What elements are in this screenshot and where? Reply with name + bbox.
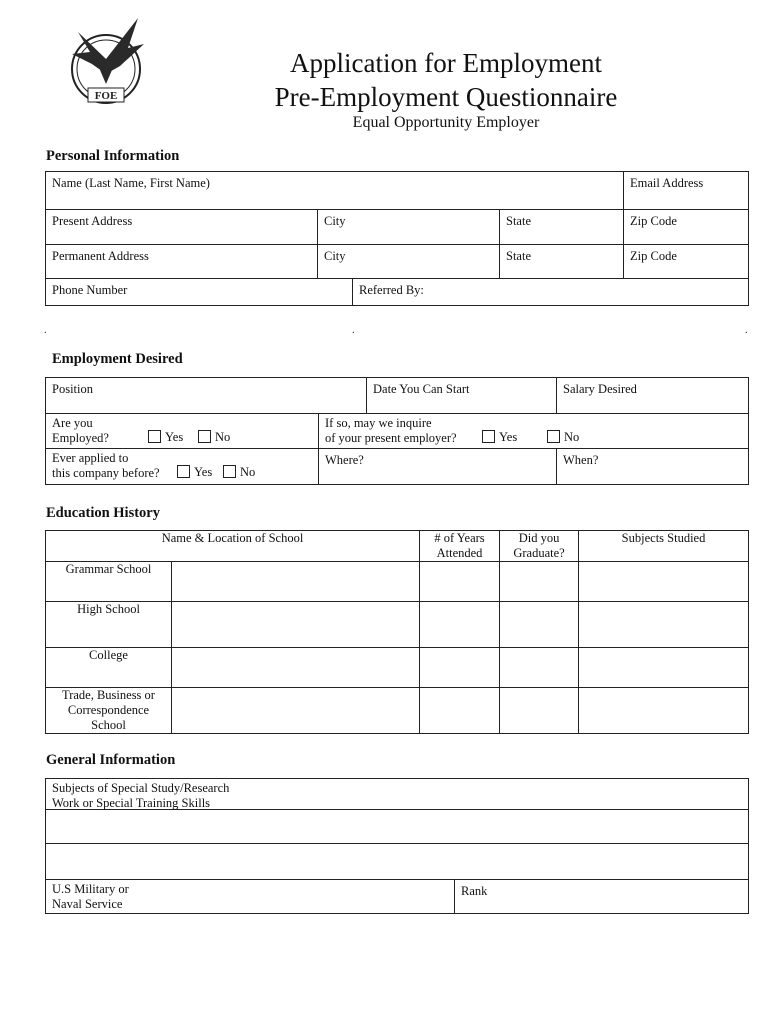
row-label-grammar: Grammar School [46, 562, 172, 602]
table-row [46, 602, 749, 648]
referred-field[interactable] [353, 279, 749, 306]
col-header-graduate: Did you Graduate? [500, 531, 579, 562]
high-school-subjects-field[interactable] [579, 602, 749, 648]
present-city-field[interactable] [318, 210, 500, 245]
special-study-field[interactable] [46, 779, 749, 810]
present-address-label: Present Address [52, 214, 133, 228]
special-study-label: Subjects of Special Study/Research Work or Special Training Skills [52, 781, 230, 810]
general-info-table [45, 778, 749, 914]
present-city-label: City [324, 214, 346, 228]
employed-no-checkbox[interactable] [198, 430, 211, 443]
subtitle: Equal Opportunity Employer [352, 114, 540, 131]
position-field[interactable] [46, 378, 367, 414]
title-line2: Pre-Employment Questionnaire [274, 82, 618, 112]
title-line1: Application for Employment [290, 48, 602, 78]
employed-yes-checkbox[interactable] [148, 430, 161, 443]
grammar-graduate-field[interactable] [500, 562, 579, 602]
inquire-label: If so, may we inquire of your present employer? [325, 416, 457, 445]
phone-label: Phone Number [52, 283, 128, 297]
permanent-zip-label: Zip Code [630, 249, 677, 263]
row-label-college: College [46, 648, 172, 688]
rank-label: Rank [461, 884, 488, 898]
separator-dot: . [352, 325, 355, 336]
position-label: Position [52, 382, 93, 396]
college-graduate-field[interactable] [500, 648, 579, 688]
applied-no-checkbox[interactable] [223, 465, 236, 478]
email-field[interactable] [624, 172, 749, 210]
present-state-field[interactable] [500, 210, 624, 245]
high-school-name-field[interactable] [172, 602, 420, 648]
referred-label: Referred By: [359, 283, 424, 297]
applied-before-label: Ever applied to this company before? [52, 451, 160, 480]
phone-field[interactable] [46, 279, 353, 306]
start-date-field[interactable] [367, 378, 557, 414]
when-field[interactable] [557, 449, 749, 485]
section-general-heading: General Information [46, 752, 176, 768]
personal-info-table [45, 171, 749, 279]
employed-label: Are you Employed? [52, 416, 109, 445]
inquire-no-option[interactable]: No [547, 430, 579, 445]
table-row [46, 688, 749, 734]
education-table [45, 530, 749, 734]
college-subjects-field[interactable] [579, 648, 749, 688]
grammar-subjects-field[interactable] [579, 562, 749, 602]
permanent-city-label: City [324, 249, 346, 263]
present-zip-field[interactable] [624, 210, 749, 245]
permanent-state-field[interactable] [500, 245, 624, 279]
special-study-line-2[interactable] [46, 810, 749, 844]
applied-no-option[interactable]: No [223, 465, 255, 480]
high-school-years-field[interactable] [420, 602, 500, 648]
salary-label: Salary Desired [563, 382, 637, 396]
employed-no-option[interactable]: No [198, 430, 230, 445]
special-study-line-3[interactable] [46, 844, 749, 880]
employed-yes-option[interactable]: Yes [148, 430, 183, 445]
table-row [46, 562, 749, 602]
trade-subjects-field[interactable] [579, 688, 749, 734]
table-row [46, 648, 749, 688]
trade-years-field[interactable] [420, 688, 500, 734]
permanent-zip-field[interactable] [624, 245, 749, 279]
grammar-years-field[interactable] [420, 562, 500, 602]
col-header-school: Name & Location of School [46, 531, 420, 562]
row-label-trade: Trade, Business or Correspondence School [46, 688, 172, 734]
trade-graduate-field[interactable] [500, 688, 579, 734]
employed-cell [46, 414, 319, 449]
military-service-label: U.S Military or Naval Service [52, 882, 129, 911]
present-state-label: State [506, 214, 531, 228]
email-label: Email Address [630, 176, 704, 190]
section-personal-heading: Personal Information [46, 148, 180, 164]
col-header-subjects: Subjects Studied [579, 531, 749, 562]
applied-before-cell [46, 449, 319, 485]
inquire-yes-option[interactable]: Yes [482, 430, 517, 445]
present-address-field[interactable] [46, 210, 318, 245]
col-header-years: # of Years Attended [420, 531, 500, 562]
phone-referral-table [45, 278, 749, 306]
separator-dot: . [44, 325, 47, 336]
start-date-label: Date You Can Start [373, 382, 470, 396]
permanent-address-field[interactable] [46, 245, 318, 279]
college-years-field[interactable] [420, 648, 500, 688]
name-field[interactable] [46, 172, 624, 210]
employment-table [45, 377, 749, 485]
salary-field[interactable] [557, 378, 749, 414]
present-zip-label: Zip Code [630, 214, 677, 228]
logo-lettering: FOE [94, 90, 118, 102]
inquire-no-checkbox[interactable] [547, 430, 560, 443]
section-employment-heading: Employment Desired [52, 351, 183, 367]
permanent-state-label: State [506, 249, 531, 263]
section-education-heading: Education History [46, 505, 160, 521]
trade-school-name-field[interactable] [172, 688, 420, 734]
when-label: When? [563, 453, 599, 467]
college-name-field[interactable] [172, 648, 420, 688]
separator-dot: . [745, 325, 748, 336]
inquire-yes-checkbox[interactable] [482, 430, 495, 443]
inquire-cell [319, 414, 749, 449]
where-field[interactable] [319, 449, 557, 485]
permanent-city-field[interactable] [318, 245, 500, 279]
permanent-address-label: Permanent Address [52, 249, 149, 263]
applied-yes-checkbox[interactable] [177, 465, 190, 478]
where-label: Where? [325, 453, 364, 467]
high-school-graduate-field[interactable] [500, 602, 579, 648]
applied-yes-option[interactable]: Yes [177, 465, 212, 480]
row-label-high-school: High School [46, 602, 172, 648]
military-service-field[interactable] [46, 880, 455, 914]
grammar-school-name-field[interactable] [172, 562, 420, 602]
name-label: Name (Last Name, First Name) [52, 176, 210, 190]
rank-field[interactable] [455, 880, 749, 914]
